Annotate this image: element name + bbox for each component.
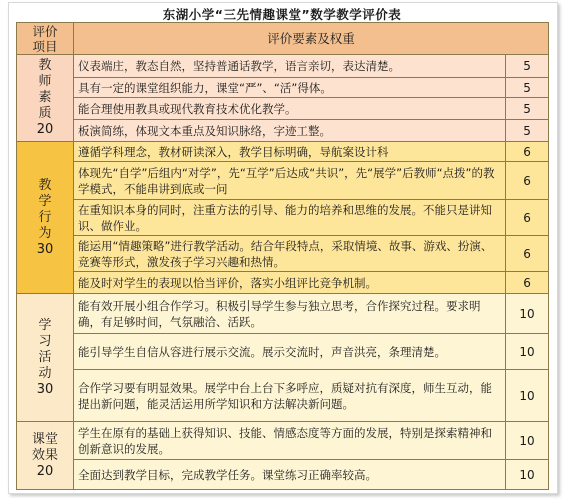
table-row (17, 98, 549, 120)
table-row (17, 142, 549, 162)
category-cell (17, 55, 74, 142)
category-char: 活 (38, 349, 52, 365)
category-weight: 30 (36, 241, 54, 257)
table-row (17, 162, 549, 200)
table-row (17, 55, 549, 78)
table-row (17, 78, 549, 98)
table-row (17, 236, 549, 272)
category-char: 习 (38, 333, 52, 349)
criterion-text-clip: 体现先“自学”后组内“对学”，先“互学”后达成“共识”，先“展学”后教师“点拨”的教学模式，不能串讲到底或一问 (78, 165, 495, 196)
category-cell (17, 142, 74, 294)
header-category (17, 23, 74, 55)
criterion-score: 5 (506, 98, 549, 120)
criterion-text: 仪表端庄，教态自然，坚持普通话教学，语言亲切，表达清楚。 (74, 55, 506, 78)
category-char: 师 (38, 74, 52, 89)
criterion-score: 6 (506, 236, 549, 272)
criterion-score: 5 (506, 120, 549, 142)
criterion-score: 10 (506, 294, 549, 334)
criterion-text: 全面达到教学目标，完成教学任务。课堂练习正确率较高。 (74, 460, 506, 490)
table-row (17, 200, 549, 236)
category-weight: 20 (36, 463, 54, 479)
criterion-text: 学生在原有的基础上获得知识、技能、情感态度等方面的发展，特别是探索精神和创新意识的发展。 (74, 422, 506, 460)
category-weight: 30 (36, 381, 54, 397)
evaluation-table (16, 22, 549, 490)
criterion-text: 在重知识本身的同时，注重方法的引导、能力的培养和思维的发展。不能只是讲知识、做作业。 (74, 200, 506, 236)
category-char: 效果 (31, 447, 58, 463)
criterion-text: 遵循学科理念，教材研读深入，教学目标明确，导航案设计科 (74, 142, 506, 162)
category-cell (17, 294, 74, 422)
category-char: 动 (38, 365, 52, 381)
table-row (17, 422, 549, 460)
criterion-text: 能及时对学生的表现以恰当评价，落实小组评比竞争机制。 (74, 272, 506, 294)
criterion-text: 能有效开展小组合作学习。积极引导学生参与独立思考，合作探究过程。要求明确，有足够时间，气氛融洽、活跃。 (74, 294, 506, 334)
header-criteria: 评价要素及权重 (74, 23, 549, 55)
table-row (17, 294, 549, 334)
criterion-score: 5 (506, 78, 549, 98)
criterion-text: 具有一定的课堂组织能力，课堂“严”、“活”得体。 (74, 78, 506, 98)
table-row (17, 370, 549, 422)
criterion-score: 6 (506, 142, 549, 162)
category-char: 为 (38, 225, 52, 241)
criterion-text: 能合理使用教具或现代教育技术优化教学。 (74, 98, 506, 120)
table-row (17, 120, 549, 142)
category-char: 教 (38, 177, 52, 193)
category-char: 行 (38, 209, 52, 225)
category-char: 学 (38, 317, 52, 333)
criterion-score: 6 (506, 272, 549, 294)
header-category-line1: 评价 (32, 23, 58, 39)
category-char: 课堂 (31, 431, 58, 447)
criterion-text: 合作学习要有明显效果。展学中台上台下多呼应，质疑对抗有深度，师生互动，能提出新问题，能灵活运用所学知识和方法解决新问题。 (74, 370, 506, 422)
criterion-text: 能引导学生自信从容进行展示交流。展示交流时，声音洪亮，条理清楚。 (74, 334, 506, 370)
criterion-text: 板演简练，体现文本重点及知识脉络，字迹工整。 (74, 120, 506, 142)
category-char: 教 (38, 58, 52, 73)
criterion-score: 10 (506, 334, 549, 370)
header-row (17, 23, 549, 55)
category-char: 质 (38, 106, 52, 121)
table-title: 东湖小学“三先情趣课堂”数学教学评价表 (162, 7, 402, 22)
table-row (17, 272, 549, 294)
criterion-text (74, 162, 506, 200)
criterion-text: 能运用“情趣策略”进行教学活动。结合年段特点，采取情境、故事、游戏、扮演、竞赛等形式，激发孩子学习兴趣和热情。 (74, 236, 506, 272)
criterion-score: 10 (506, 460, 549, 490)
criterion-score: 10 (506, 422, 549, 460)
table-row (17, 460, 549, 490)
category-weight: 20 (36, 122, 54, 137)
category-cell (17, 422, 74, 490)
criterion-score: 5 (506, 55, 549, 78)
category-char: 学 (38, 193, 52, 209)
category-char: 素 (38, 90, 52, 105)
header-category-line2: 项目 (32, 38, 58, 54)
criterion-score: 6 (506, 162, 549, 200)
criterion-score: 10 (506, 370, 549, 422)
criterion-score: 6 (506, 200, 549, 236)
table-row (17, 334, 549, 370)
